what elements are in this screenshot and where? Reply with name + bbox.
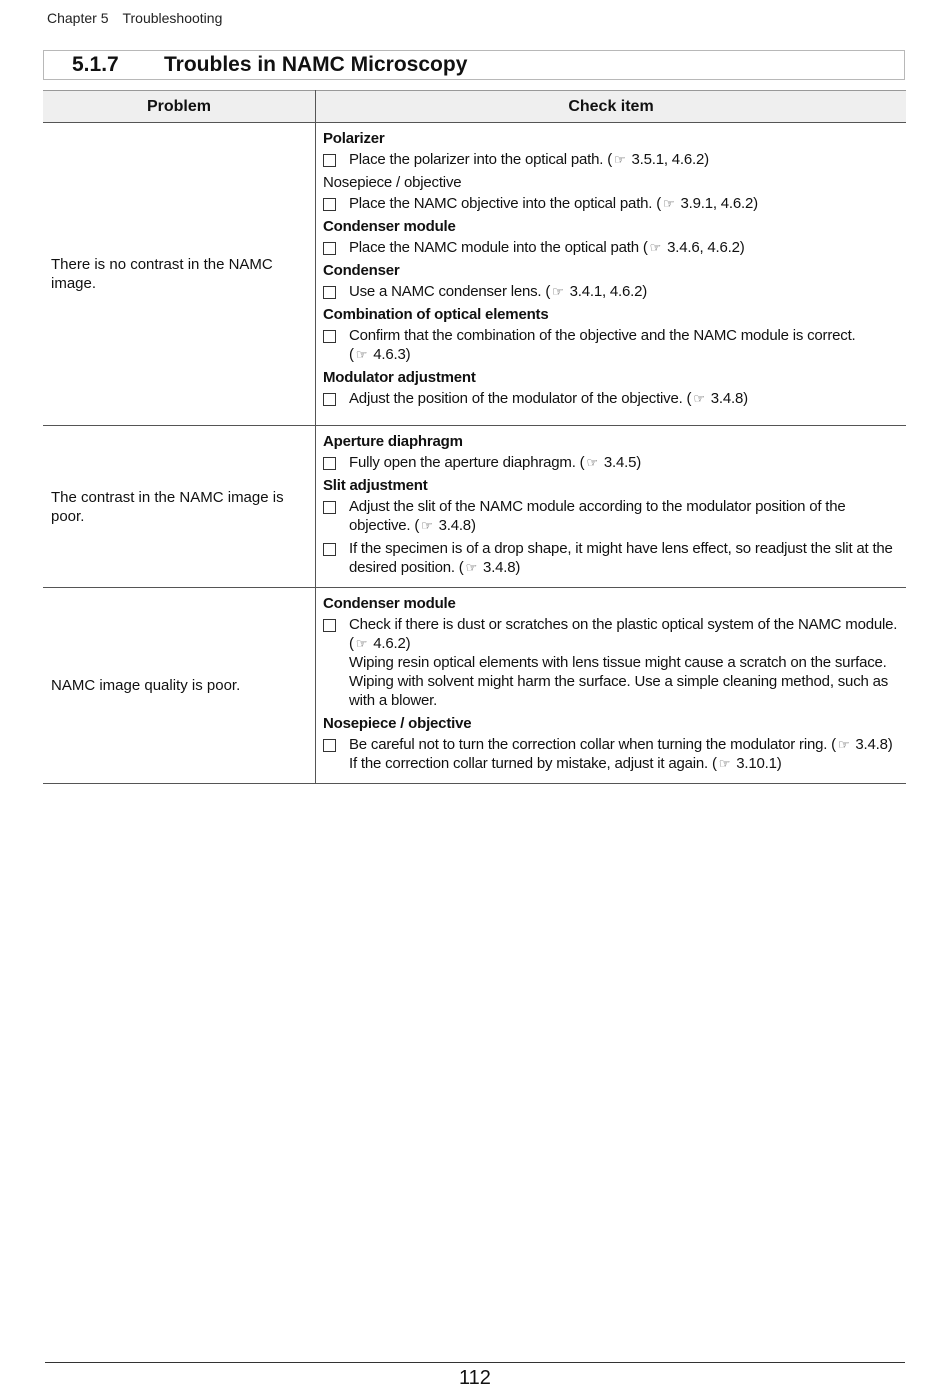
check-text: Be careful not to turn the correction collar when turning the modulator ring. ( ☞ 3.4.8) If the correction collar turned by mistake, adjust it again. ( ☞ 3.10.1)	[349, 735, 898, 773]
table-row	[43, 588, 906, 784]
check-item	[323, 326, 898, 364]
group-title: Condenser module	[323, 218, 456, 235]
group-title: Combination of optical elements	[323, 306, 549, 323]
column-header-problem: Problem	[43, 91, 316, 123]
group-title: Slit adjustment	[323, 477, 428, 494]
check-cell	[316, 426, 907, 588]
checkbox-icon[interactable]	[323, 198, 336, 211]
pointing-hand-icon: ☞	[837, 737, 850, 752]
check-text-body: Check if there is dust or scratches on the plastic optical system of the NAMC module.	[349, 616, 898, 633]
check-item	[323, 539, 898, 577]
check-item	[323, 238, 898, 257]
reference: 4.6.2)	[373, 635, 411, 652]
check-item	[323, 282, 898, 301]
table-row	[43, 123, 906, 426]
check-text: Check if there is dust or scratches on the plastic optical system of the NAMC module. ( ☞ 4.6.2) Wiping resin optical elements with lens tissue might cause a scratch on the surface. Wiping with solvent might harm the surface. Use a simple cleaning method, such as with a blower.	[349, 616, 898, 709]
table-header-row	[43, 91, 906, 123]
checkbox-icon[interactable]	[323, 393, 336, 406]
pointing-hand-icon: ☞	[614, 152, 626, 167]
chapter-number: Chapter 5	[47, 10, 109, 26]
section-title: Troubles in NAMC Microscopy	[164, 53, 468, 76]
table-row	[43, 426, 906, 588]
section-heading	[43, 50, 905, 80]
check-text-body: Confirm that the combination of the objective and the NAMC module is correct.	[349, 327, 856, 344]
check-text: Place the NAMC module into the optical path ( ☞ 3.4.6, 4.6.2)	[349, 239, 745, 256]
check-text: Place the NAMC objective into the optical path. ( ☞ 3.9.1, 4.6.2)	[349, 195, 758, 212]
reference: 3.4.5)	[603, 454, 642, 471]
check-text: Fully open the aperture diaphragm. ( ☞ 3.4.5)	[349, 454, 642, 471]
check-cell	[316, 588, 907, 784]
reference: 3.4.8)	[483, 559, 521, 576]
check-text-body: If the specimen is of a drop shape, it might have lens effect, so readjust the slit at the desired position.	[349, 540, 893, 576]
caution-note: If the correction collar turned by mistake, adjust it again. ( ☞ 3.10.1)	[349, 755, 782, 772]
check-item	[323, 615, 898, 710]
caution-note: Wiping resin optical elements with lens tissue might cause a scratch on the surface. Wiping with solvent might harm the surface. Use a simple cleaning method, such as with a blower.	[349, 654, 889, 709]
check-text-body: Fully open the aperture diaphragm.	[349, 454, 576, 471]
reference: 3.4.8)	[855, 736, 893, 753]
problem-cell: There is no contrast in the NAMC image.	[43, 123, 316, 426]
running-header	[47, 10, 222, 26]
check-item	[323, 150, 898, 169]
page-number: 112	[459, 1367, 491, 1389]
column-header-check-item: Check item	[316, 91, 907, 123]
checkbox-icon[interactable]	[323, 457, 336, 470]
check-item	[323, 194, 898, 213]
pointing-hand-icon: ☞	[355, 636, 368, 651]
check-text: Adjust the position of the modulator of the objective. ( ☞ 3.4.8)	[349, 390, 748, 407]
check-text-body: Be careful not to turn the correction collar when turning the modulator ring.	[349, 736, 828, 753]
pointing-hand-icon: ☞	[663, 196, 675, 211]
check-text-body: Adjust the position of the modulator of the objective.	[349, 390, 683, 407]
check-text-body: Place the NAMC module into the optical path	[349, 239, 639, 256]
reference: 3.4.1, 4.6.2)	[569, 283, 648, 300]
pointing-hand-icon: ☞	[586, 455, 598, 470]
check-text: Place the polarizer into the optical path. ( ☞ 3.5.1, 4.6.2)	[349, 151, 709, 168]
check-text: Confirm that the combination of the objective and the NAMC module is correct. ( ☞ 4.6.3)	[349, 327, 856, 363]
group-title: Condenser	[323, 262, 400, 279]
checkbox-icon[interactable]	[323, 543, 336, 556]
pointing-hand-icon: ☞	[718, 756, 731, 771]
check-cell	[316, 123, 907, 426]
reference: 3.5.1, 4.6.2)	[631, 151, 709, 168]
group-title: Condenser module	[323, 595, 456, 612]
checkbox-icon[interactable]	[323, 619, 336, 632]
problem-cell: NAMC image quality is poor.	[43, 588, 316, 784]
reference: 3.4.6, 4.6.2)	[667, 239, 745, 256]
check-text: Adjust the slit of the NAMC module according to the modulator position of the objective. ( ☞ 3.4.8)	[349, 498, 846, 534]
group-title: Nosepiece / objective	[323, 174, 462, 191]
reference: 3.9.1, 4.6.2)	[680, 195, 758, 212]
checkbox-icon[interactable]	[323, 330, 336, 343]
check-text: Use a NAMC condenser lens. ( ☞ 3.4.1, 4.6.2)	[349, 283, 648, 300]
troubleshooting-table	[43, 90, 906, 784]
reference: 4.6.3)	[373, 346, 411, 363]
problem-cell: The contrast in the NAMC image is poor.	[43, 426, 316, 588]
reference: 3.4.8)	[710, 390, 748, 407]
pointing-hand-icon: ☞	[552, 284, 564, 299]
checkbox-icon[interactable]	[323, 501, 336, 514]
check-text-body: Use a NAMC condenser lens.	[349, 283, 542, 300]
check-text: If the specimen is of a drop shape, it might have lens effect, so readjust the slit at the desired position. ( ☞ 3.4.8)	[349, 540, 893, 576]
reference: 3.10.1)	[736, 755, 782, 772]
pointing-hand-icon: ☞	[421, 518, 433, 533]
pointing-hand-icon: ☞	[465, 560, 478, 575]
group-title: Aperture diaphragm	[323, 433, 463, 450]
check-item	[323, 735, 898, 773]
group-title: Modulator adjustment	[323, 369, 476, 386]
check-text-body: Adjust the slit of the NAMC module according to the modulator position of the objective.	[349, 498, 846, 534]
footer-rule	[45, 1362, 905, 1363]
checkbox-icon[interactable]	[323, 242, 336, 255]
check-text-body: Place the polarizer into the optical path.	[349, 151, 604, 168]
check-item	[323, 497, 898, 535]
reference: 3.4.8)	[438, 517, 476, 534]
section-number: 5.1.7	[72, 53, 119, 76]
pointing-hand-icon: ☞	[649, 240, 662, 255]
group-title: Nosepiece / objective	[323, 715, 472, 732]
group-title: Polarizer	[323, 130, 385, 147]
check-item	[323, 453, 898, 472]
checkbox-icon[interactable]	[323, 739, 336, 752]
checkbox-icon[interactable]	[323, 286, 336, 299]
pointing-hand-icon: ☞	[355, 347, 368, 362]
check-text-body: Place the NAMC objective into the optical path.	[349, 195, 653, 212]
chapter-title: Troubleshooting	[122, 10, 223, 26]
check-item	[323, 389, 898, 408]
checkbox-icon[interactable]	[323, 154, 336, 167]
caution-note-text: If the correction collar turned by mistake, adjust it again.	[349, 755, 709, 772]
pointing-hand-icon: ☞	[693, 391, 705, 406]
